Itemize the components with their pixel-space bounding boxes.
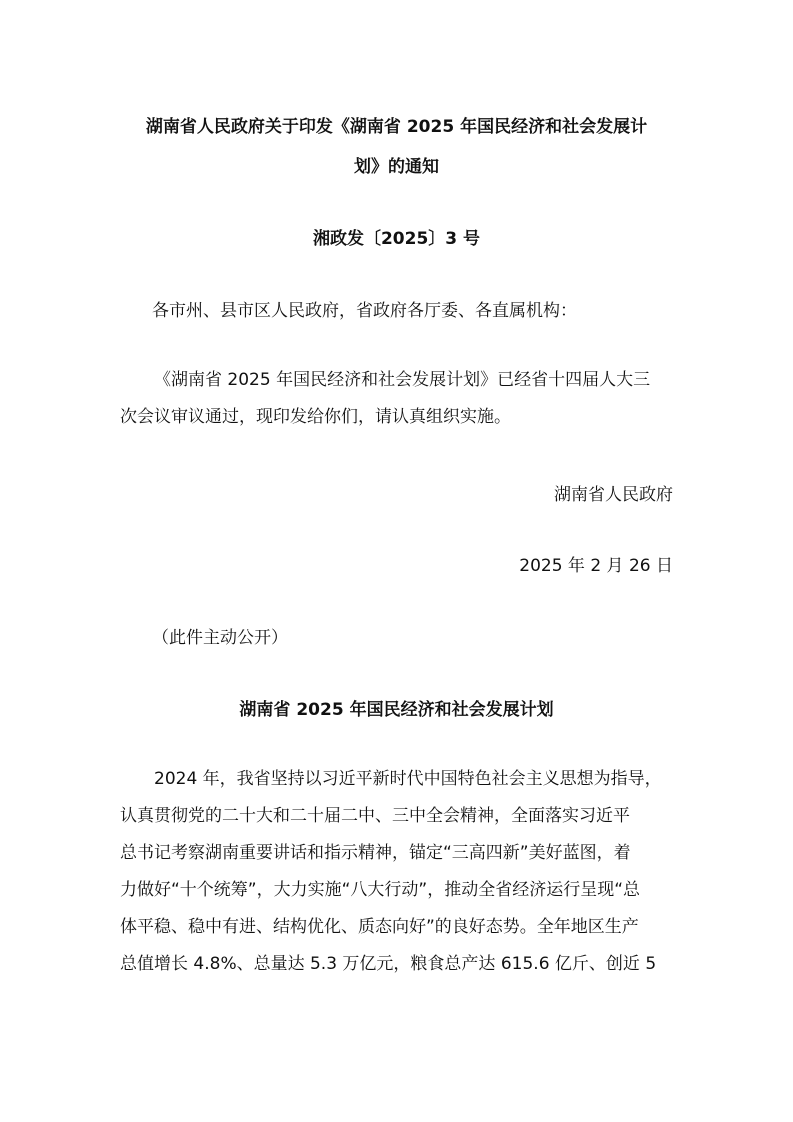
plan-line-3: 总书记考察湖南重要讲话和指示精神，锚定“三高四新”美好蓝图，着: [120, 843, 631, 863]
notice-body: [120, 362, 676, 436]
plan-line-1: 2024 年，我省坚持以习近平新时代中国特色社会主义思想为指导，: [154, 769, 662, 789]
plan-line-2: 认真贯彻党的二十大和二十届二中、三中全会精神，全面落实习近平: [120, 806, 630, 826]
notice-title-line-2: 划》的通知: [354, 157, 439, 177]
notice-body-line-2: 次会议审议通过，现印发给你们，请认真组织实施。: [120, 407, 511, 427]
plan-line-6: 总值增长 4.8%、总量达 5.3 万亿元，粮食总产达 615.6 亿斤、创近 5: [120, 954, 657, 974]
plan-title: 湖南省 2025 年国民经济和社会发展计划: [239, 700, 554, 720]
issue-date: 2025 年 2 月 26 日: [519, 556, 673, 576]
notice-title-line-1: 湖南省人民政府关于印发《湖南省 2025 年国民经济和社会发展计: [145, 117, 648, 137]
disclosure-note: （此件主动公开）: [152, 628, 288, 648]
plan-line-5: 体平稳、稳中有进、结构优化、质态向好”的良好态势。全年地区生产: [120, 917, 639, 937]
notice-body-line-1: 《湖南省 2025 年国民经济和社会发展计划》已经省十四届人大三: [154, 370, 651, 390]
plan-line-4: 力做好“十个统筹”，大力实施“八大行动”，推动全省经济运行呈现“总: [120, 880, 641, 900]
issuer-signature: 湖南省人民政府: [554, 485, 673, 505]
document-number: 湘政发〔2025〕3 号: [312, 229, 481, 249]
salutation: 各市州、县市区人民政府，省政府各厅委、各直属机构：: [152, 301, 577, 321]
plan-paragraph: [120, 761, 676, 983]
